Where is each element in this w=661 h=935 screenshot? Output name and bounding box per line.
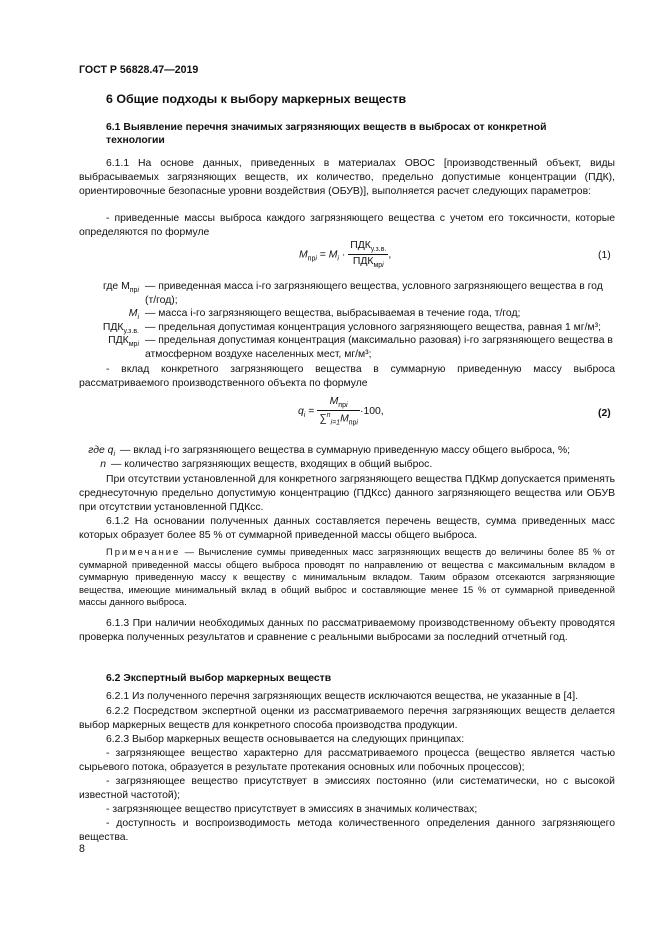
paragraph-6-2-3: 6.2.3 Выбор маркерных веществ основывается на следующих принципах:: [106, 734, 465, 745]
note-label: Примечание: [106, 546, 181, 557]
formula-2-sum-top: n: [326, 412, 331, 420]
definition-symbol-sub2: i: [137, 341, 139, 349]
section-6-2-title: 6.2 Экспертный выбор маркерных веществ: [106, 673, 332, 684]
formula-2-num: M: [329, 396, 339, 407]
formula-2-lhs: q: [298, 406, 304, 418]
formula-2: [298, 396, 384, 427]
formula-2-tail: ·100,: [359, 406, 384, 418]
formula-2-sum: ∑: [319, 413, 327, 425]
formula-1-num: ПДК: [350, 240, 371, 251]
formula-1-number: (1): [598, 250, 611, 261]
formula-1-rhs-sub: i: [337, 255, 339, 263]
definition-row: [79, 307, 615, 321]
formula-1-dot: ·: [341, 249, 346, 261]
principle-bullet: - загрязняющее вещество характерно для рассматриваемого процесса (вещество является частью сырьевого потока, образуется в результате протекания основных или побочных процессов);: [79, 748, 615, 773]
section-6-1-title: 6.1 Выявление перечня значимых загрязняющих веществ в выбросах от конкретной технологии: [106, 122, 547, 146]
paragraph-6-2-1: 6.2.1 Из полученного перечня загрязняющих веществ исключаются вещества, не указанные в [4].: [106, 691, 578, 702]
paragraph-6-2-2: 6.2.2 Посредством экспертной оценки из рассматриваемого перечня загрязняющих веществ делается выбор маркерных веществ для конкретного способа производства продукции.: [79, 706, 615, 731]
definition-text: — предельная допустимая концентрация условного загрязняющего вещества, равная 1 мг/м³;: [145, 321, 601, 333]
formula-1-eq: =: [319, 249, 326, 261]
section-6-title: 6 Общие подходы к выбору маркерных веществ: [106, 92, 407, 106]
definition-symbol-sub: мр: [128, 341, 138, 349]
paragraph-6-1-1: 6.1.1 На основе данных, приведенных в материалах ОВОС [производственный объект, виды выбрасываемых загрязняющих веществ, их количество, предельно допустимые концентрации (ПДК), ориентировочные безопасные уровни воздействия (ОБУВ)], выполняется расчет следующих параметров:: [79, 158, 615, 197]
formula-2-definitions: [79, 444, 615, 471]
formula-1-fraction: [348, 240, 388, 269]
note-block: [79, 546, 615, 609]
formula-2-den-sub2: i: [356, 419, 358, 427]
paragraph-6-1-2: 6.1.2 На основании полученных данных составляется перечень веществ, сумма приведенных масс которых образует более 85 % от суммарной приведенной массы общего выброса.: [79, 516, 615, 541]
formula-1-definitions: [79, 280, 615, 362]
bullet-contribution: - вклад конкретного загрязняющего вещества в суммарную приведенную массу выброса рассматриваемого производственного объекта по формуле: [79, 364, 615, 389]
definition-text: — приведенная масса i-го загрязняющего вещества, условного загрязняющего вещества в год (т/год);: [145, 281, 603, 306]
paragraph-6-1-3: 6.1.3 При наличии необходимых данных по рассматриваемому производственному объекту проводятся проверка полученных результатов и сравнение с реальными выбросами за последний отчетный год.: [79, 618, 615, 643]
definition-symbol: M: [128, 308, 138, 320]
formula-2-sum-bot: i=1: [330, 419, 341, 427]
page-number: 8: [79, 843, 85, 855]
formula-2-num-sub2: i: [345, 402, 348, 410]
formula-1-lhs: M: [299, 249, 308, 261]
formula-1-rhs: M: [328, 249, 338, 261]
formula-2-number: (2): [598, 408, 611, 419]
formula-1-lhs-sub2: i: [315, 255, 317, 263]
definition-row: [79, 321, 615, 335]
formula-2-eq: =: [308, 406, 315, 418]
principle-bullet: - доступность и воспроизводимость метода количественного определения данного загрязняющего вещества.: [79, 818, 615, 843]
formula-2-den-sub: пр: [348, 419, 357, 427]
definition-row: [79, 280, 615, 307]
definition-symbol-sub2: i: [137, 287, 139, 295]
bullet-reduced-mass: - приведенные массы выброса каждого загрязняющего вещества с учетом его токсичности, которые определяются по формуле: [79, 213, 615, 238]
definition-text: — вклад i-го загрязняющего вещества в суммарную приведенную массу общего выброса, %;: [120, 445, 571, 456]
formula-2-fraction: [317, 396, 360, 427]
formula-1-den-sub: мр: [373, 262, 383, 270]
definition-row: [79, 334, 615, 361]
definition-symbol: где q: [88, 445, 114, 456]
definition-row: [79, 458, 615, 472]
definition-text: — предельная допустимая концентрация (максимально разовая) i-го загрязняющего вещества в атмосферном воздухе населенных мест, мг/м³;: [145, 335, 613, 360]
definition-symbol-sub: у.з.в.: [123, 327, 139, 335]
principle-bullet: - загрязняющее вещество присутствует в эмиссиях в значимых количествах;: [106, 804, 478, 815]
definition-symbol-sub: пр: [129, 287, 138, 295]
principle-bullet: - загрязняющее вещество присутствует в эмиссиях постоянно (или систематически, но с высокой известной частотой);: [79, 776, 615, 801]
formula-1-num-sub: у.з.в.: [370, 246, 387, 254]
paragraph-absent-pdk: При отсутствии установленной для конкретного загрязняющего вещества ПДКмр допускается применять среднесуточную предельно допустимую концентрацию (ПДКсс) данного загрязняющего вещества или ОБУВ при отсутствии установленной ПДКсс.: [79, 474, 616, 513]
definition-symbol: ПДК: [102, 321, 124, 333]
definition-symbol-sub: i: [113, 451, 115, 459]
standard-header: ГОСТ Р 56828.47—2019: [79, 64, 199, 76]
formula-1: [299, 240, 391, 269]
formula-2-den: M: [340, 413, 349, 425]
formula-2-lhs-sub: i: [303, 412, 306, 420]
note-text: — Вычисление суммы приведенных масс загрязняющих веществ до величины более 85 % от суммарной приведенной массы общего выброса проводят по направлению от вещества с максимальным вкладом в суммарную приведенную массу к веществу с минимальным вкладом. Таким образом отсекаются загрязняющие вещества, имеющие минимальный вклад в общий выброс и составляющие менее 15 % от суммарной приведенной массы данного выброса.: [79, 546, 615, 608]
definition-symbol: ПДК: [108, 335, 129, 347]
definition-symbol: n: [100, 458, 106, 470]
formula-1-lhs-sub: пр: [307, 255, 316, 263]
formula-1-den: ПДК: [352, 256, 374, 268]
definition-symbol: где M: [103, 281, 130, 292]
formula-2-num-sub: пр: [338, 402, 346, 410]
definition-text: — количество загрязняющих веществ, входящих в общий выброс.: [111, 458, 433, 470]
definition-text: — масса i-го загрязняющего вещества, выбрасываемая в течение года, т/год;: [145, 308, 521, 320]
definition-row: [79, 444, 615, 458]
formula-1-comma: ,: [388, 249, 392, 261]
formula-1-den-sub2: i: [382, 262, 384, 270]
definition-symbol-sub: i: [137, 314, 139, 322]
